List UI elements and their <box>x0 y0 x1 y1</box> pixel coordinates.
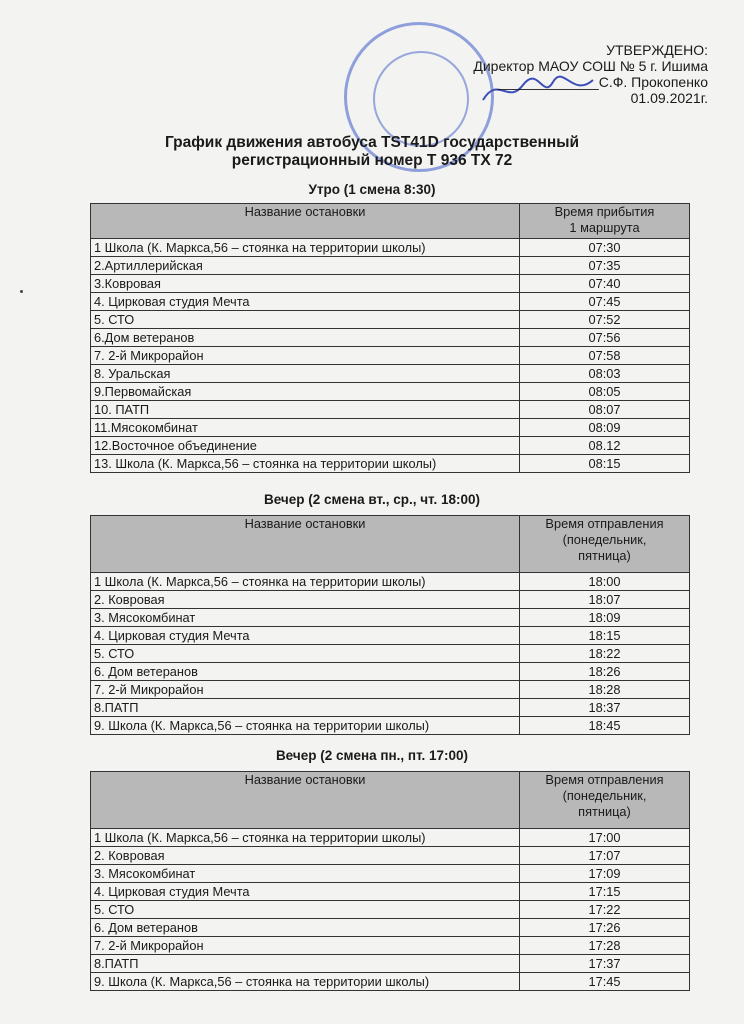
table-row <box>91 883 690 901</box>
stop-name-cell: 11.Мясокомбинат <box>91 419 520 437</box>
document-title-line-1: График движения автобуса TST41D государственный <box>164 134 580 151</box>
stop-name-cell: 13. Школа (К. Маркса,56 – стоянка на территории школы) <box>91 455 520 473</box>
table-row <box>91 901 690 919</box>
time-cell: 17:28 <box>520 937 690 955</box>
time-cell: 18:28 <box>520 681 690 699</box>
stop-name-cell: 7. 2-й Микрорайон <box>91 937 520 955</box>
stop-name-cell: 3. Мясокомбинат <box>91 865 520 883</box>
stop-name-cell: 2.Артиллерийская <box>91 257 520 275</box>
table-row <box>91 365 690 383</box>
header-stop-name: Название остановки <box>91 772 520 829</box>
time-cell: 07:30 <box>520 239 690 257</box>
time-cell: 07:45 <box>520 293 690 311</box>
stop-name-cell: 6.Дом ветеранов <box>91 329 520 347</box>
time-cell: 18:26 <box>520 663 690 681</box>
stop-name-cell: 8.ПАТП <box>91 955 520 973</box>
table-row <box>91 455 690 473</box>
stop-name-cell: 2. Ковровая <box>91 591 520 609</box>
stop-name-cell: 6. Дом ветеранов <box>91 919 520 937</box>
table-row <box>91 663 690 681</box>
header-time-line-1: Время отправления <box>545 772 664 787</box>
table-row <box>91 627 690 645</box>
stop-name-cell: 3.Ковровая <box>91 275 520 293</box>
table-row <box>91 681 690 699</box>
table-row <box>91 591 690 609</box>
stop-name-cell: 7. 2-й Микрорайон <box>91 681 520 699</box>
header-arrival-time <box>520 204 690 239</box>
stop-name-cell: 5. СТО <box>91 311 520 329</box>
stop-name-cell: 5. СТО <box>91 901 520 919</box>
stop-name-cell: 8.ПАТП <box>91 699 520 717</box>
table-row <box>91 293 690 311</box>
table-row <box>91 865 690 883</box>
time-cell: 17:37 <box>520 955 690 973</box>
stop-name-cell: 1 Школа (К. Маркса,56 – стоянка на территории школы) <box>91 239 520 257</box>
morning-section-title: Утро (1 смена 8:30) <box>308 182 436 197</box>
time-cell: 17:45 <box>520 973 690 991</box>
approval-signatory: _____________С.Ф. Прокопенко <box>497 74 708 90</box>
time-cell: 18:09 <box>520 609 690 627</box>
header-time-line-2: (понедельник, <box>562 532 647 547</box>
time-cell: 17:07 <box>520 847 690 865</box>
evening-tue-thu-schedule-table <box>90 515 690 735</box>
approval-date: 01.09.2021г. <box>630 90 708 106</box>
table-row <box>91 573 690 591</box>
time-cell: 08.12 <box>520 437 690 455</box>
time-cell: 17:26 <box>520 919 690 937</box>
time-cell: 08:09 <box>520 419 690 437</box>
document-title-line-2: регистрационный номер Т 936 ТХ 72 <box>231 152 513 169</box>
table-row <box>91 699 690 717</box>
evening-tue-thu-section-title: Вечер (2 смена вт., ср., чт. 18:00) <box>263 492 481 507</box>
header-stop-name: Название остановки <box>91 516 520 573</box>
time-cell: 17:09 <box>520 865 690 883</box>
time-cell: 18:22 <box>520 645 690 663</box>
evening-mon-fri-schedule-table <box>90 771 690 991</box>
stop-name-cell: 6. Дом ветеранов <box>91 663 520 681</box>
time-cell: 07:40 <box>520 275 690 293</box>
header-time-line-1: Время прибытия <box>554 204 655 219</box>
table-row <box>91 239 690 257</box>
table-header-row <box>91 516 690 573</box>
table-row <box>91 347 690 365</box>
header-time-line-1: Время отправления <box>545 516 664 531</box>
time-cell: 07:35 <box>520 257 690 275</box>
approval-position: Директор МАОУ СОШ № 5 г. Ишима <box>473 58 708 74</box>
time-cell: 08:05 <box>520 383 690 401</box>
table-row <box>91 275 690 293</box>
table-row <box>91 329 690 347</box>
time-cell: 08:15 <box>520 455 690 473</box>
stop-name-cell: 12.Восточное объединение <box>91 437 520 455</box>
table-header-row <box>91 772 690 829</box>
header-stop-name: Название остановки <box>91 204 520 239</box>
stop-name-cell: 1 Школа (К. Маркса,56 – стоянка на территории школы) <box>91 573 520 591</box>
time-cell: 18:15 <box>520 627 690 645</box>
document-title <box>0 134 744 170</box>
time-cell: 07:52 <box>520 311 690 329</box>
time-cell: 18:07 <box>520 591 690 609</box>
header-time-line-2: 1 маршрута <box>569 220 640 235</box>
stop-name-cell: 9. Школа (К. Маркса,56 – стоянка на территории школы) <box>91 973 520 991</box>
approval-block <box>473 42 708 106</box>
table-row <box>91 401 690 419</box>
stop-name-cell: 4. Цирковая студия Мечта <box>91 293 520 311</box>
evening-mon-fri-section-title: Вечер (2 смена пн., пт. 17:00) <box>275 748 469 763</box>
time-cell: 07:58 <box>520 347 690 365</box>
table-row <box>91 955 690 973</box>
table-header-row <box>91 204 690 239</box>
stop-name-cell: 4. Цирковая студия Мечта <box>91 883 520 901</box>
table-row <box>91 311 690 329</box>
header-time-line-2: (понедельник, <box>562 788 647 803</box>
time-cell: 08:07 <box>520 401 690 419</box>
approval-heading: УТВЕРЖДЕНО: <box>606 42 708 58</box>
time-cell: 17:22 <box>520 901 690 919</box>
stop-name-cell: 3. Мясокомбинат <box>91 609 520 627</box>
table-row <box>91 609 690 627</box>
table-row <box>91 645 690 663</box>
time-cell: 18:00 <box>520 573 690 591</box>
stop-name-cell: 4. Цирковая студия Мечта <box>91 627 520 645</box>
header-departure-time <box>520 516 690 573</box>
table-row <box>91 383 690 401</box>
stop-name-cell: 1 Школа (К. Маркса,56 – стоянка на территории школы) <box>91 829 520 847</box>
stop-name-cell: 9. Школа (К. Маркса,56 – стоянка на территории школы) <box>91 717 520 735</box>
table-row <box>91 937 690 955</box>
time-cell: 18:37 <box>520 699 690 717</box>
stop-name-cell: 5. СТО <box>91 645 520 663</box>
time-cell: 18:45 <box>520 717 690 735</box>
header-time-line-3: пятница) <box>578 804 631 819</box>
stop-name-cell: 7. 2-й Микрорайон <box>91 347 520 365</box>
table-row <box>91 847 690 865</box>
morning-schedule-table <box>90 203 690 473</box>
table-row <box>91 419 690 437</box>
stop-name-cell: 10. ПАТП <box>91 401 520 419</box>
header-time-line-3: пятница) <box>578 548 631 563</box>
table-row <box>91 437 690 455</box>
table-row <box>91 973 690 991</box>
stop-name-cell: 2. Ковровая <box>91 847 520 865</box>
table-row <box>91 257 690 275</box>
time-cell: 17:00 <box>520 829 690 847</box>
stop-name-cell: 8. Уральская <box>91 365 520 383</box>
time-cell: 17:15 <box>520 883 690 901</box>
stop-name-cell: 9.Первомайская <box>91 383 520 401</box>
scan-speck <box>20 290 23 293</box>
time-cell: 08:03 <box>520 365 690 383</box>
table-row <box>91 919 690 937</box>
table-row <box>91 717 690 735</box>
table-row <box>91 829 690 847</box>
time-cell: 07:56 <box>520 329 690 347</box>
header-departure-time <box>520 772 690 829</box>
